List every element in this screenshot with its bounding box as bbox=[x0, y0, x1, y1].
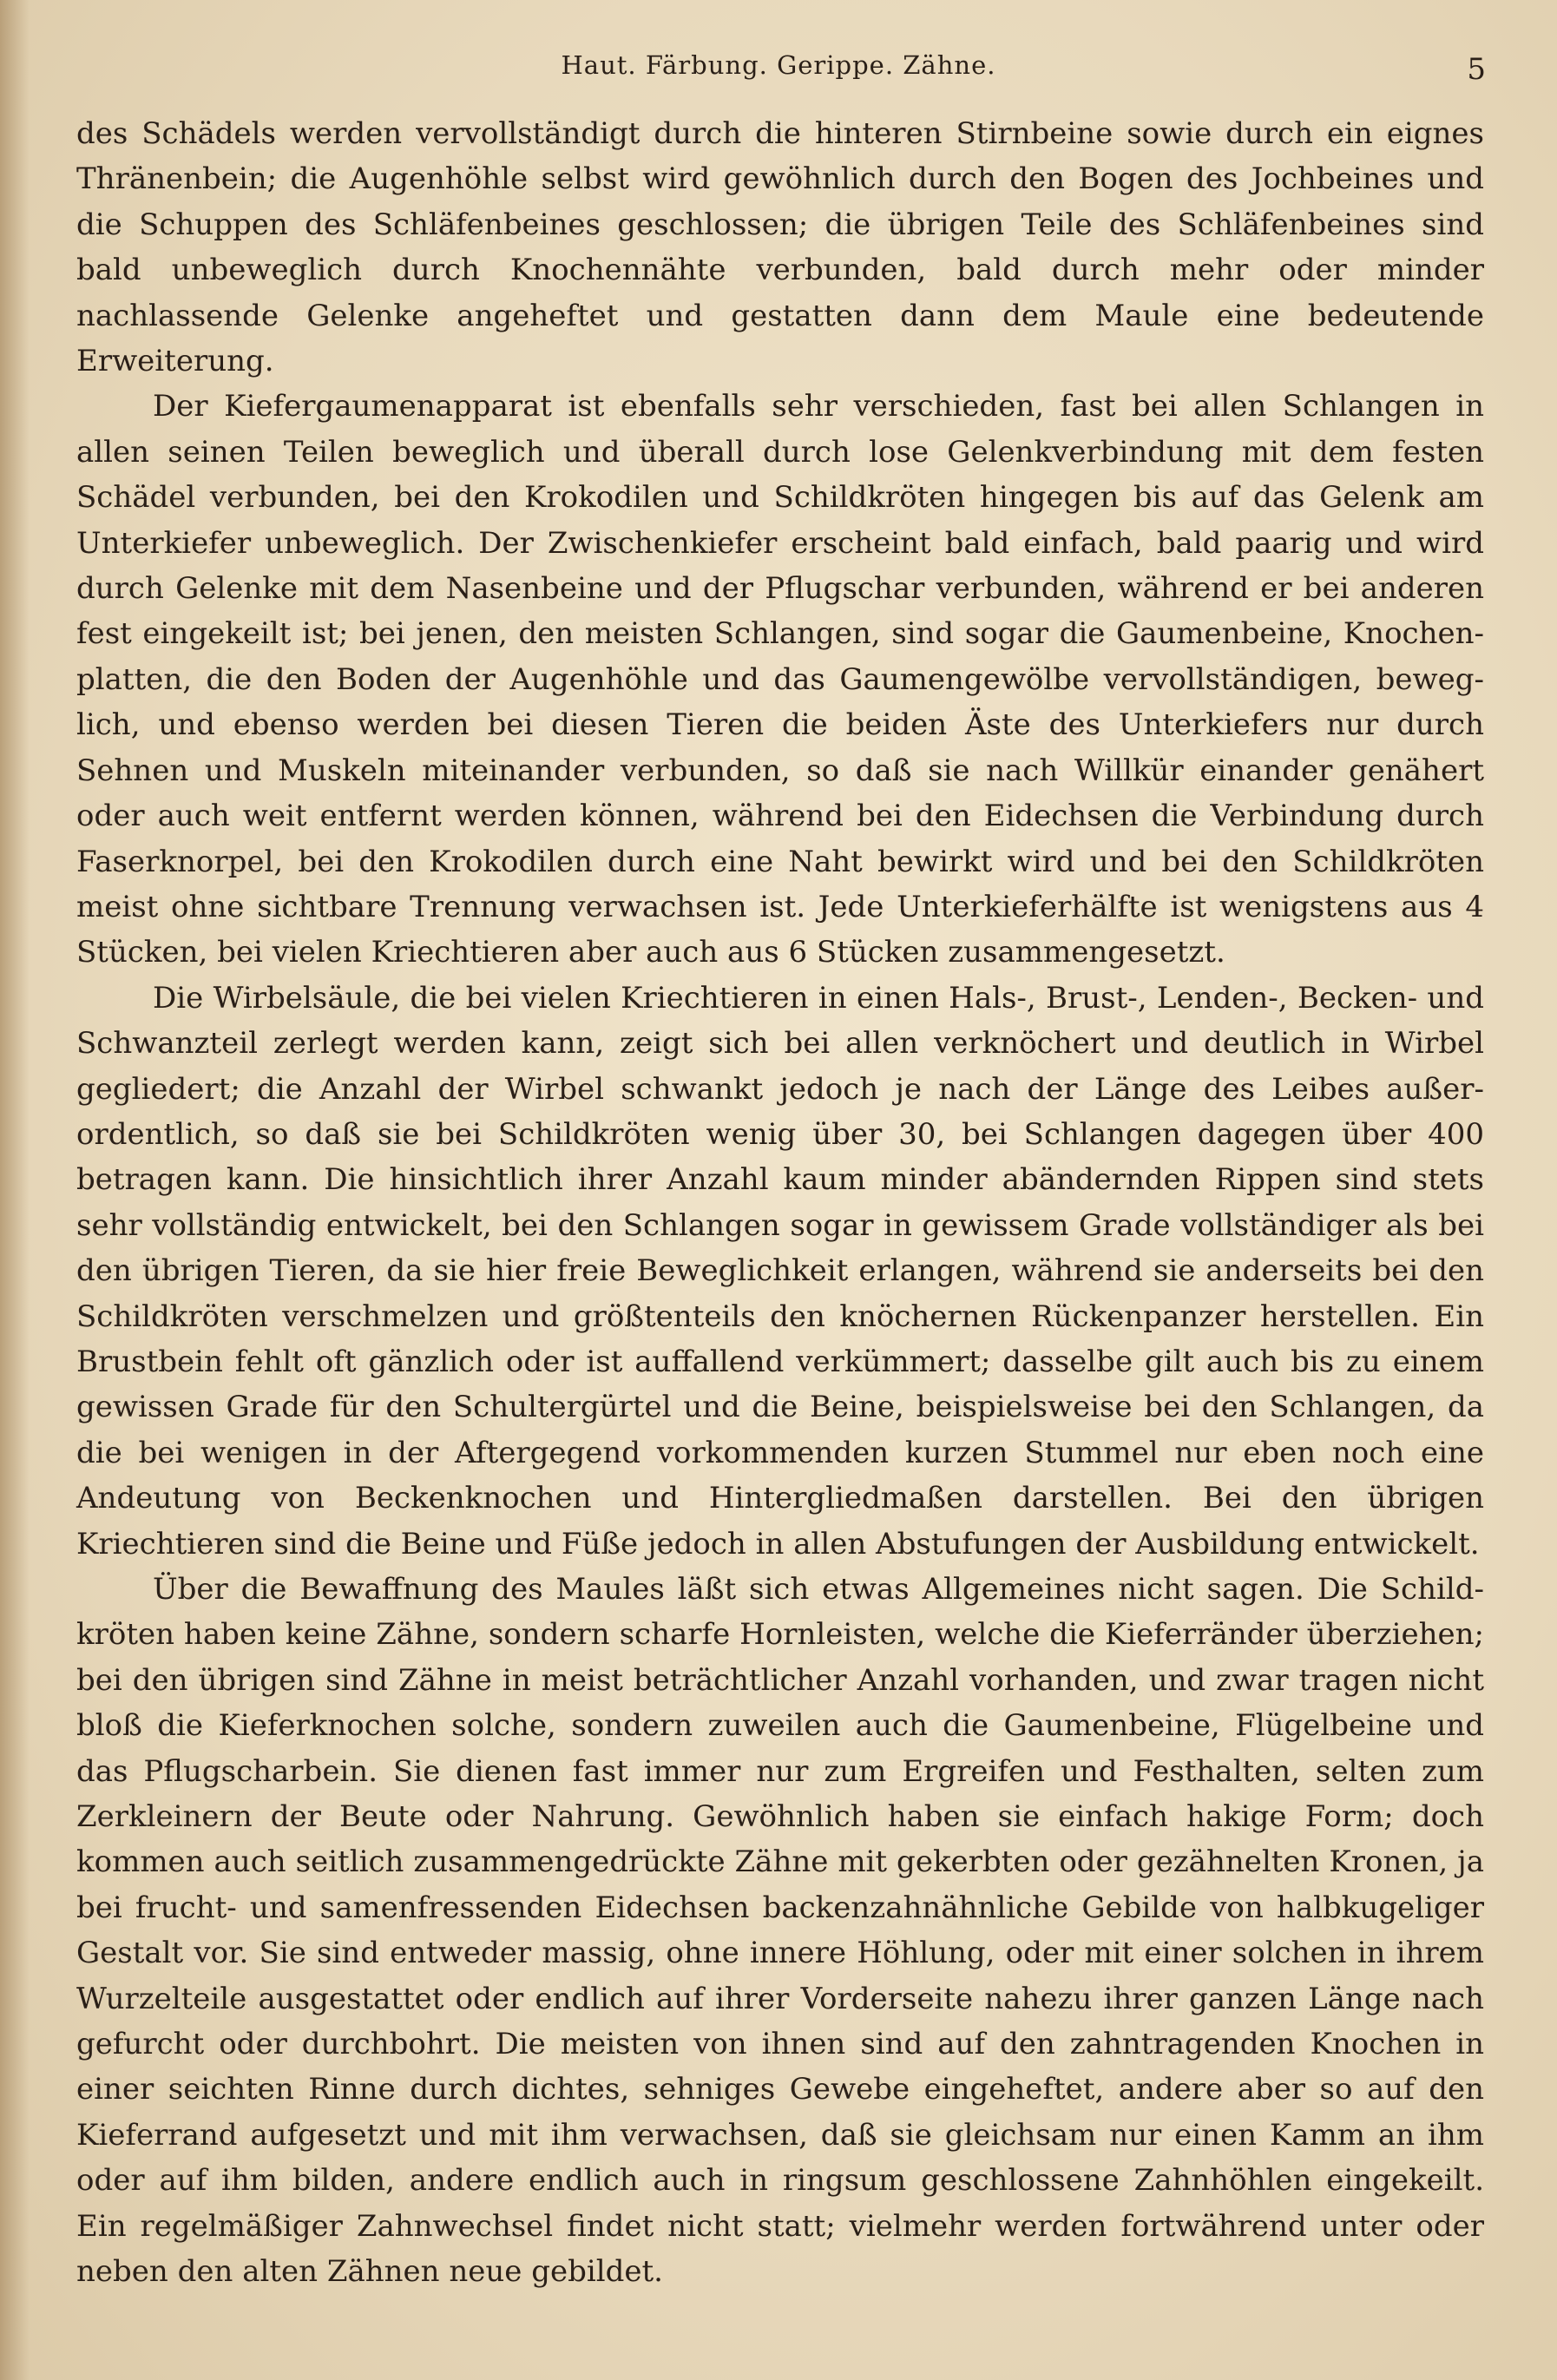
paragraph-skull-continuation: des Schädels werden vervollständigt durch die hinteren Stirnbeine sowie durch ein eignes Thränenbein; die Augenhöhle selbst wird gewöhnlich durch den Bogen des Jochbeines und die Schuppen des Schläfenbeines geschlossen; die übrigen Teile des Schläfenbeines sind bald unbeweglich durch Knochennähte verbunden, bald durch mehr oder minder nachlassende Gelenke angeheftet und gestatten dann dem Maule eine bedeutende Erweiterung. bbox=[76, 116, 1484, 379]
paragraph-jaw-apparatus: Der Kiefergaumenapparat ist ebenfalls sehr verschieden, fast bei allen Schlangen in allen seinen Teilen beweglich und überall durch lose Gelenkverbindung mit dem festen Schädel verbunden, bei den Krokodilen und Schildkröten hingegen bis auf das Gelenk am Unterkiefer unbeweglich. Der Zwischenkiefer erscheint bald einfach, bald paarig und wird durch Gelenke mit dem Nasenbeine und der Pflugschar verbunden, während er bei anderen fest eingekeilt ist; bei jenen, den meisten Schlangen, sind sogar die Gaumenbeine, Knochenplatten, die den Boden der Augenhöhle und das Gaumengewölbe vervollständigen, beweglich, und ebenso werden bei diesen Tieren die beiden Äste des Unterkiefers nur durch Sehnen und Muskeln miteinander verbunden, so daß sie nach Willkür einander genähert oder auch weit entfernt werden können, während bei den Eidechsen die Verbindung durch Faserknorpel, bei den Krokodilen durch eine Naht bewirkt wird und bei den Schildkröten meist ohne sichtbare Trennung verwachsen ist. Jede Unterkieferhälfte ist wenigstens aus 4 Stücken, bei vielen Kriechtieren aber auch aus 6 Stücken zusammengesetzt. bbox=[76, 389, 1484, 970]
running-title: Haut. Färbung. Gerippe. Zähne. bbox=[561, 50, 996, 80]
running-head bbox=[0, 50, 1557, 85]
paragraph-spine: Die Wirbelsäule, die bei vielen Kriechtieren in einen Hals-, Brust-, Lenden-, Becken- und Schwanzteil zerlegt werden kann, zeigt sich bei allen verknöchert und deutlich in Wirbel gegliedert; die Anzahl der Wirbel schwankt jedoch je nach der Länge des Leibes außerordentlich, so daß sie bei Schildkröten wenig über 30, bei Schlangen dagegen über 400 betragen kann. Die hinsichtlich ihrer Anzahl kaum minder abändernden Rippen sind stets sehr vollständig entwickelt, bei den Schlangen sogar in gewissem Grade vollständiger als bei den übrigen Tieren, da sie hier freie Beweglichkeit erlangen, während sie anderseits bei den Schildkröten verschmelzen und größtenteils den knöchernen Rückenpanzer herstellen. Ein Brustbein fehlt oft gänzlich oder ist auffallend verkümmert; dasselbe gilt auch bis zu einem gewissen Grade für den Schultergürtel und die Beine, beispielsweise bei den Schlangen, da die bei wenigen in der Aftergegend vorkommenden kurzen Stummel nur eben noch eine Andeutung von Beckenknochen und Hintergliedmaßen darstellen. Bei den übrigen Kriechtieren sind die Beine und Füße jedoch in allen Abstufungen der Ausbildung entwickelt. bbox=[76, 980, 1484, 1561]
page-number: 5 bbox=[1467, 52, 1486, 87]
paragraph-teeth: Über die Bewaffnung des Maules läßt sich etwas Allgemeines nicht sagen. Die Schildkröten haben keine Zähne, sondern scharfe Hornleisten, welche die Kieferränder überziehen; bei den übrigen sind Zähne in meist beträchtlicher Anzahl vorhanden, und zwar tragen nicht bloß die Kieferknochen solche, sondern zuweilen auch die Gaumenbeine, Flügelbeine und das Pflugscharbein. Sie dienen fast immer nur zum Ergreifen und Festhalten, selten zum Zerkleinern der Beute oder Nahrung. Gewöhnlich haben sie einfach hakige Form; doch kommen auch seitlich zusammengedrückte Zähne mit gekerbten oder gezähnelten Kronen, ja bei frucht- und samenfressenden Eidechsen backenzahnähnliche Gebilde von halbkugeliger Gestalt vor. Sie sind entweder massig, ohne innere Höhlung, oder mit einer solchen in ihrem Wurzelteile ausgestattet oder endlich auf ihrer Vorderseite nahezu ihrer ganzen Länge nach gefurcht oder durchbohrt. Die meisten von ihnen sind auf den zahntragenden Knochen in einer seichten Rinne durch dichtes, sehniges Gewebe eingeheftet, andere aber so auf den Kieferrand aufgesetzt und mit ihm verwachsen, daß sie gleichsam nur einen Kamm an ihm oder auf ihm bilden, andere endlich auch in ringsum geschlossene Zahnhöhlen eingekeilt. Ein regelmäßiger Zahnwechsel findet nicht statt; vielmehr werden fortwährend unter oder neben den alten Zähnen neue gebildet. bbox=[76, 1572, 1484, 2290]
body-text bbox=[76, 111, 1484, 2295]
